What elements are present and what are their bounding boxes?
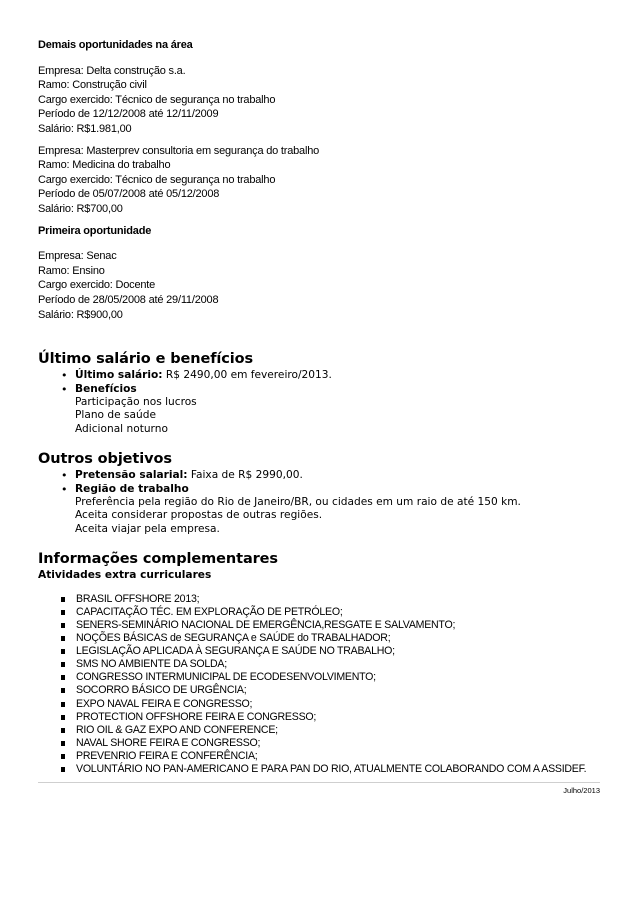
bullet-icon: • xyxy=(61,469,68,483)
other-goals-section xyxy=(38,450,600,536)
other-opportunities-section xyxy=(38,38,600,322)
activity-text: NAVAL SHORE FEIRA E CONGRESSO; xyxy=(76,736,261,749)
salary-claim-label: Pretensão salarial: xyxy=(75,469,188,482)
list-item xyxy=(76,698,600,711)
square-bullet-icon xyxy=(61,597,65,602)
salary-benefits-heading: Último salário e benefícios xyxy=(38,351,254,368)
region-line: Aceita viajar pela empresa. xyxy=(75,522,220,535)
activity-text: SENERS-SEMINÁRIO NACIONAL DE EMERGÊNCIA,RESGATE E SALVAMENTO; xyxy=(76,619,456,632)
list-item xyxy=(76,763,600,776)
list-item xyxy=(76,632,600,645)
complementary-heading: Informações complementares xyxy=(38,551,278,568)
square-bullet-icon xyxy=(61,754,65,759)
list-item xyxy=(61,382,600,437)
list-item xyxy=(76,606,600,619)
footer-divider xyxy=(38,782,600,783)
bullet-icon: • xyxy=(61,369,68,383)
job-role: Cargo exercido: Técnico de segurança no trabalho xyxy=(38,173,276,186)
job-period: Período de 12/12/2008 até 12/11/2009 xyxy=(38,108,219,121)
square-bullet-icon xyxy=(61,636,65,641)
extracurricular-heading: Atividades extra curriculares xyxy=(38,569,212,582)
benefit-item: Adicional noturno xyxy=(75,422,168,435)
bullet-icon: • xyxy=(61,482,68,496)
complementary-section xyxy=(38,550,600,776)
job-role: Cargo exercido: Docente xyxy=(38,279,156,292)
list-item xyxy=(76,593,600,606)
salary-benefits-list xyxy=(38,369,600,436)
activity-text: PREVENRIO FEIRA E CONFERÊNCIA; xyxy=(76,749,258,762)
square-bullet-icon xyxy=(61,662,65,667)
activity-text: PROTECTION OFFSHORE FEIRA E CONGRESSO; xyxy=(76,710,317,723)
page-footer xyxy=(38,782,600,795)
job-entry xyxy=(38,64,600,137)
last-salary-value: R$ 2490,00 em fevereiro/2013. xyxy=(165,369,332,382)
activity-text: EXPO NAVAL FEIRA E CONGRESSO; xyxy=(76,697,253,710)
other-goals-list xyxy=(38,469,600,536)
salary-benefits-section xyxy=(38,350,600,436)
job-role: Cargo exercido: Técnico de segurança no trabalho xyxy=(38,93,276,106)
list-item xyxy=(76,658,600,671)
list-item xyxy=(76,619,600,632)
activity-text: LEGISLAÇÃO APLICADA À SEGURANÇA E SAÚDE NO TRABALHO; xyxy=(76,645,395,658)
activity-text: SOCORRO BÁSICO DE URGÊNCIA; xyxy=(76,684,247,697)
square-bullet-icon xyxy=(61,728,65,733)
activity-text: SMS NO AMBIENTE DA SOLDA; xyxy=(76,658,227,671)
activity-text: CONGRESSO INTERMUNICIPAL DE ECODESENVOLVIMENTO; xyxy=(76,671,376,684)
job-period: Período de 28/05/2008 até 29/11/2008 xyxy=(38,293,219,306)
square-bullet-icon xyxy=(61,688,65,693)
job-salary: Salário: R$900,00 xyxy=(38,308,123,321)
activity-text: NOÇÕES BÁSICAS de SEGURANÇA e SAÚDE do TRABALHADOR; xyxy=(76,632,391,645)
list-item xyxy=(61,482,600,537)
square-bullet-icon xyxy=(61,767,65,772)
job-field: Ramo: Medicina do trabalho xyxy=(38,159,171,172)
benefit-item: Plano de saúde xyxy=(75,409,156,422)
job-period: Período de 05/07/2008 até 05/12/2008 xyxy=(38,188,220,201)
job-entry xyxy=(38,144,600,217)
square-bullet-icon xyxy=(61,610,65,615)
list-item xyxy=(76,750,600,763)
region-line: Preferência pela região do Rio de Janeiro/BR, ou cidades em um raio de até 150 km. xyxy=(75,495,521,508)
square-bullet-icon xyxy=(61,675,65,680)
other-opportunities-heading: Demais oportunidades na área xyxy=(38,39,193,51)
region-line: Aceita considerar propostas de outras regiões. xyxy=(75,509,323,522)
list-item xyxy=(76,737,600,750)
list-item xyxy=(61,469,600,483)
list-item xyxy=(76,671,600,684)
job-entry xyxy=(38,249,600,322)
last-salary-label: Último salário: xyxy=(75,369,163,382)
extracurricular-list xyxy=(38,593,600,776)
job-company: Empresa: Senac xyxy=(38,250,117,263)
job-company: Empresa: Delta construção s.a. xyxy=(38,64,186,77)
bullet-icon: • xyxy=(61,382,68,396)
activity-text: BRASIL OFFSHORE 2013; xyxy=(76,593,200,606)
list-item xyxy=(76,711,600,724)
square-bullet-icon xyxy=(61,702,65,707)
square-bullet-icon xyxy=(61,623,65,628)
job-company: Empresa: Masterprev consultoria em segurança do trabalho xyxy=(38,144,320,157)
other-goals-heading: Outros objetivos xyxy=(38,451,172,468)
footer-date: Julho/2013 xyxy=(563,785,600,795)
job-salary: Salário: R$1.981,00 xyxy=(38,122,132,135)
activity-text: RIO OIL & GAZ EXPO AND CONFERENCE; xyxy=(76,723,278,736)
region-label: Região de trabalho xyxy=(75,482,189,495)
list-item xyxy=(76,645,600,658)
job-salary: Salário: R$700,00 xyxy=(38,202,123,215)
benefits-label: Benefícios xyxy=(75,382,137,395)
list-item xyxy=(61,369,600,383)
list-item xyxy=(76,684,600,697)
activity-text: VOLUNTÁRIO NO PAN-AMERICANO E PARA PAN DO RIO, ATUALMENTE COLABORANDO COM A ASSIDEF. xyxy=(76,762,587,775)
resume-page xyxy=(38,37,600,795)
job-field: Ramo: Construção civil xyxy=(38,79,147,92)
benefit-item: Participação nos lucros xyxy=(75,395,197,408)
square-bullet-icon xyxy=(61,741,65,746)
job-field: Ramo: Ensino xyxy=(38,264,105,277)
list-item xyxy=(76,724,600,737)
square-bullet-icon xyxy=(61,649,65,654)
salary-claim-value: Faixa de R$ 2990,00. xyxy=(190,469,303,482)
activity-text: CAPACITAÇÃO TÉC. EM EXPLORAÇÃO DE PETRÓLEO; xyxy=(76,606,343,619)
square-bullet-icon xyxy=(61,715,65,720)
first-opportunity-heading: Primeira oportunidade xyxy=(38,224,152,237)
